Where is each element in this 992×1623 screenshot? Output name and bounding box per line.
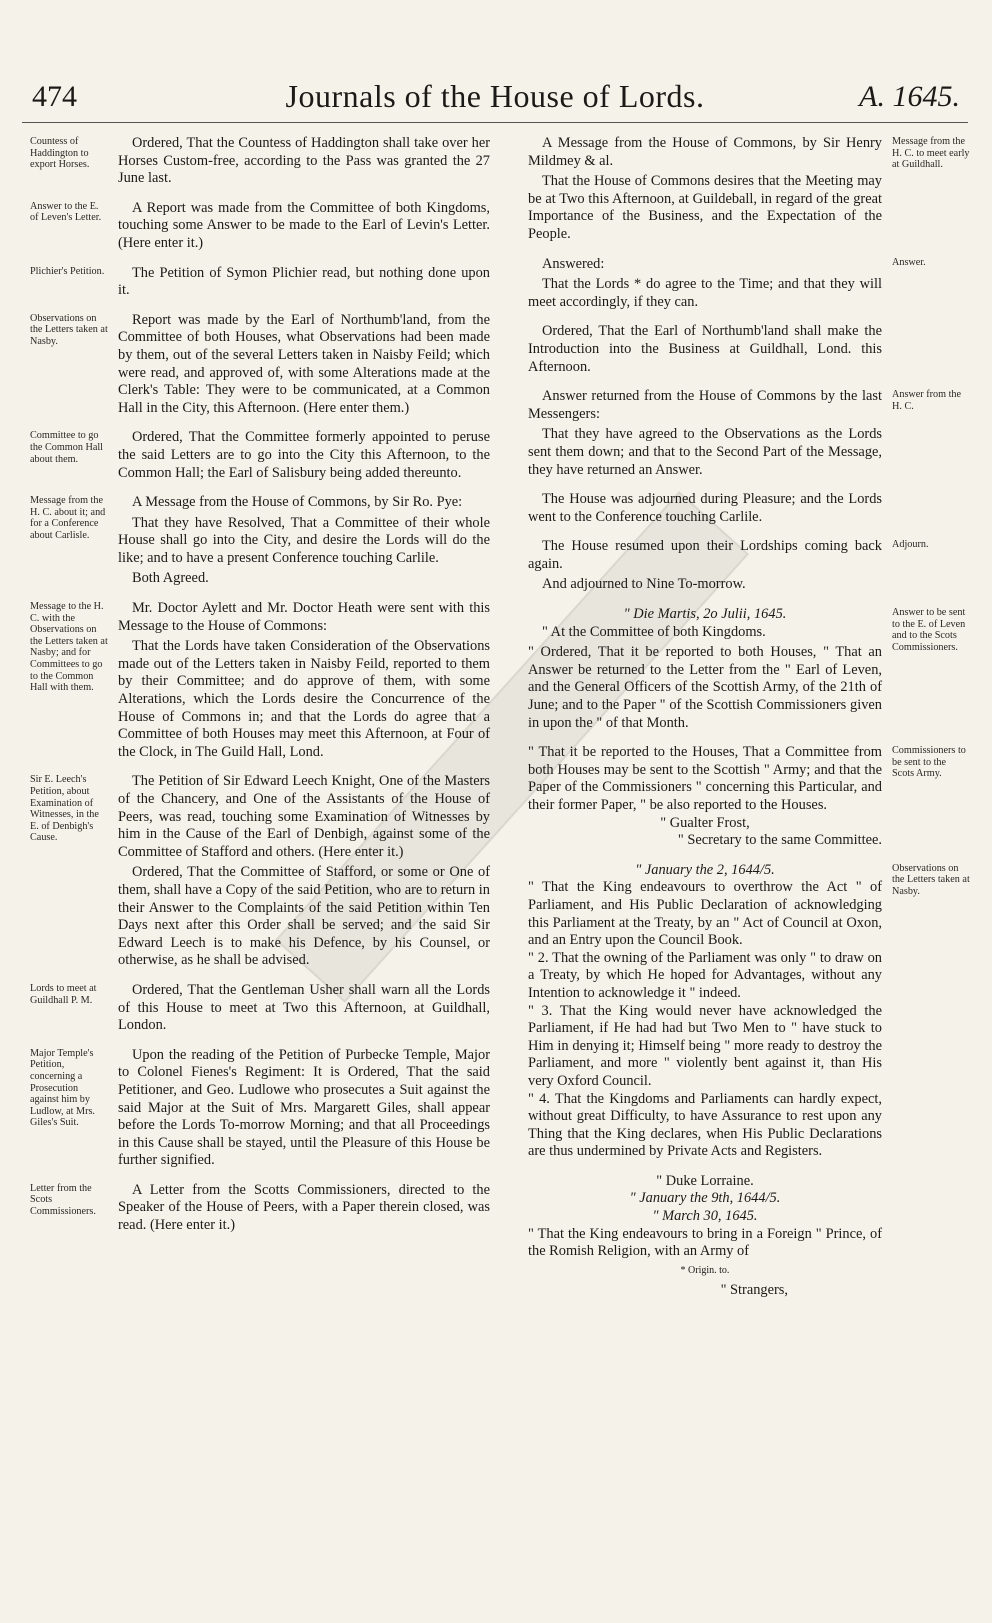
journal-entry (30, 494, 490, 588)
entry-paragraph: The House was adjourned during Pleasure; and the Lords went to the Conference touching Carlile. (528, 491, 882, 525)
duke-date-1: " January the 9th, 1644/5. (629, 1190, 781, 1207)
entry-paragraph: Upon the reading of the Petition of Purbecke Temple, Major to Colonel Fienes's Regiment: It is Ordered, That the said Petitioner, and Geo. Ludlowe who prosecutes a Suit against the said Major at the Suit of Mrs. Margarett Giles, shall appear before the Lords To-morrow Morning; and that all Proceedings in this Cause shall be stayed, until the Pleasure of this House be further signified. (118, 1046, 490, 1169)
observation-item: " 4. That the Kingdoms and Parliaments can hardly expect, without great Difficulty, to have Assurance to rest upon any Thing that the King declares, when His Public Declarations are thus undermined by Private Acts and Registers. (528, 1090, 882, 1160)
entry-paragraph: That the Lords * do agree to the Time; and that they will meet accordingly, if they can. (528, 276, 882, 310)
entry-paragraph: Answer returned from the House of Commons by the last Messengers: (528, 388, 882, 422)
entry-paragraph: The House resumed upon their Lordships coming back again. (528, 538, 882, 572)
left-column (30, 135, 490, 1247)
observations-list (528, 879, 882, 1161)
journal-entry (30, 312, 490, 418)
margin-note: Plichier's Petition. (30, 265, 105, 277)
page-header (20, 78, 970, 122)
committee-minute-2 (528, 744, 970, 850)
entry-paragraph: That the Lords have taken Consideration of the Observations made out of the Letters taken in Naisby Feild, reported to them by their Committee; and do approve of them, with some Alterations, which the Lords desire the Concurrence of the House of Commons in; and that the Lords do agree that a Committee of both Houses may meet this Afternoon, at Four of the Clock, in The Guild Hall, Lond. (118, 638, 490, 760)
margin-note: Sir E. Leech's Petition, about Examination of Witnesses, in the E. of Denbigh's Cause. (30, 774, 99, 844)
journal-entry (30, 429, 490, 482)
journal-entry (528, 538, 970, 594)
margin-note: Committee to go the Common Hall about them. (30, 430, 104, 465)
entry-paragraph: Report was made by the Earl of Northumb'land, from the Committee of both Houses, what Observations had been made by them, out of the several Letters taken in Naisby Feild; which were read, and approved of, with some Alterations made at the Clerk's Table: They were to be communicated, at a Common Hall in the City, this Afternoon. (Here enter them.) (118, 311, 490, 416)
journal-entry (30, 600, 490, 761)
entry-paragraph: Ordered, That the Gentleman Usher shall warn all the Lords of this House to meet at Two this Afternoon, at Guildhall, London. (118, 981, 490, 1034)
journal-entry (30, 200, 490, 253)
margin-note: Answer. (892, 256, 926, 268)
journal-entry (528, 388, 970, 479)
journal-entry (528, 323, 970, 376)
entry-paragraph: The Petition of Sir Edward Leech Knight, One of the Masters of the Chancery, and One of the Assistants of the House of Peers, was read, touching some Examination of Witnesses by him in the Cause of the Earl of Denbigh, against some of the Committee of Stafford and others. (Here enter it.) (118, 773, 490, 860)
entry-paragraph: Mr. Doctor Aylett and Mr. Doctor Heath were sent with this Message to the House of Commons: (118, 600, 490, 634)
margin-note: Commissioners to be sent to the Scots Army. (892, 745, 966, 780)
right-column (528, 135, 970, 1311)
journal-entry (30, 1047, 490, 1170)
entry-paragraph: Ordered, That the Earl of Northumb'land shall make the Introduction into the Business at Guildhall, Lond. this Afternoon. (528, 323, 882, 375)
catchword: " Strangers, (720, 1281, 788, 1298)
margin-note: Letter from the Scots Commissioners. (30, 1182, 96, 1218)
signer-title: " Secretary to the same Committee. (677, 832, 882, 849)
journal-entry (528, 256, 970, 312)
observations-section (528, 862, 970, 1161)
margin-note: Message to the H. C. with the Observations on the Letters taken at Nasby; and for Committees to go to the Common Hall with them. (30, 601, 108, 694)
entry-paragraph: And adjourned to Nine To-morrow. (542, 576, 746, 593)
journal-entry (30, 1182, 490, 1235)
duke-observation: " That the King endeavours to bring in a Foreign " Prince, of the Romish Religion, with an Army of (528, 1225, 882, 1260)
entry-paragraph: The Petition of Symon Plichier read, but nothing done upon it. (118, 264, 490, 299)
entry-paragraph: A Letter from the Scotts Commissioners, directed to the Speaker of the House of Peers, with a Paper therein closed, was read. (Here enter it.) (118, 1181, 490, 1234)
observation-item: " 3. That the King would never have acknowledged the Parliament, if He had had but Two Men to " have stuck to Him in denying it; Himself being " more ready to destroy the Parliament, and more " violently bent against it, than His very Oxford Council. (528, 1002, 882, 1089)
entry-paragraph: Ordered, That the Countess of Haddington shall take over her Horses Custom-free, according to the Pass was granted the 27 June last. (118, 135, 490, 187)
signer-name: " Gualter Frost, (660, 814, 750, 831)
entry-paragraph: A Message from the House of Commons, by Sir Henry Mildmey & al. (528, 135, 882, 169)
duke-lorraine-section (528, 1173, 970, 1299)
observations-date: " January the 2, 1644/5. (635, 861, 775, 878)
observation-item: " That the King endeavours to overthrow the Act " of Parliament, and His Public Declaration of acknowledging this Parliament at the Treaty, by an " Act of Council at Oxon, and an Entry upon the Council Book. (528, 879, 882, 949)
entry-paragraph: Ordered, That the Committee formerly appointed to peruse the said Letters are to go into the City this Afternoon, to the Common Hall; the Earl of Salisbury being added thereunto. (118, 429, 490, 481)
margin-note: Countess of Haddington to export Horses. (30, 136, 90, 171)
right-column-entries (528, 135, 970, 594)
observation-item: " 2. That the owning of the Parliament was only " to draw on a Treaty, by which He hoped for Advantages, without any Intention to acknowledge it " indeed. (528, 949, 882, 1001)
journal-entry (30, 135, 490, 188)
margin-note: Message from the H. C. to meet early at Guildhall. (892, 136, 970, 171)
margin-note: Major Temple's Petition, concerning a Prosecution against him by Ludlow, at Mrs. Giles's Suit. (30, 1047, 95, 1129)
committee-date: " Die Martis, 2o Julii, 1645. (623, 606, 787, 623)
journal-entry (30, 265, 490, 300)
committee-minute (528, 606, 970, 732)
entry-paragraph: That the House of Commons desires that the Meeting may be at Two this Afternoon, at Guildeball, in regard of the great Importance of the Business, and the Expectation of the People. (528, 173, 882, 242)
running-title: Journals of the House of Lords. (285, 78, 705, 114)
margin-note: Observations on the Letters taken at Nasby. (30, 312, 108, 347)
journal-entry (528, 135, 970, 244)
entry-paragraph: Ordered, That the Committee of Stafford, or some or One of them, shall have a Copy of the said Petition, who are to return in their Answer to the Complaints of the said Petition within Ten Days next after this Order shall be served; and the said Sir Edward Leech is to make his Defence, by his Counsel, or otherwise, as he shall be advised. (118, 864, 490, 969)
entry-paragraph: Answered: (542, 255, 605, 272)
margin-note: Answer to the E. of Leven's Letter. (30, 200, 102, 224)
header-rule (22, 122, 968, 123)
duke-date-2: " March 30, 1645. (652, 1208, 758, 1225)
journal-entry (528, 491, 970, 526)
committee-order: " Ordered, That it be reported to both Houses, " That an Answer be returned to the Letter from the " Earl of Leven, and the General Officers of the Scottish Army, of the 21th of June; and to the Paper " of the Scottish Commissioners given in upon the " of that Month. (528, 644, 882, 731)
entry-paragraph: A Message from the House of Commons, by Sir Ro. Pye: (132, 494, 463, 511)
margin-note: Observations on the Letters taken at Nasby. (892, 862, 970, 897)
margin-note: Adjourn. (892, 539, 929, 551)
entry-paragraph: A Report was made from the Committee of both Kingdoms, touching some Answer to be made to the Earl of Levin's Letter. (Here enter it.) (118, 199, 490, 251)
margin-note: Message from the H. C. about it; and for a Conference about Carlisle. (30, 495, 106, 541)
entry-paragraph: That they have Resolved, That a Committee of their whole House shall go into the City, and desire the Lords will do the like; and to have a present Conference touching Carlile. (118, 514, 490, 566)
margin-note: Answer to be sent to the E. of Leven and to the Scots Commissioners. (892, 607, 966, 653)
page-number: 474 (32, 80, 77, 113)
journal-entry (30, 773, 490, 970)
entry-paragraph: That they have agreed to the Observations as the Lords sent them down; and that to the Second Part of the Message, they have returned an Answer. (528, 426, 882, 478)
page-year: A. 1645. (859, 80, 960, 113)
committee-place: " At the Committee of both Kingdoms. (542, 623, 766, 640)
committee-report: " That it be reported to the Houses, That a Committee from both Houses may be sent to the Scottish " Army; and that the Paper of the Commissioners " concerning this Particular, and their former Paper, " be also reported to the Houses. (528, 744, 882, 813)
margin-note: Answer from the H. C. (892, 389, 962, 412)
entry-tail: Both Agreed. (132, 570, 209, 587)
duke-heading: " Duke Lorraine. (656, 1172, 754, 1189)
margin-note: Lords to meet at Guildhall P. M. (30, 982, 97, 1006)
footnote: * Origin. to. (680, 1264, 730, 1276)
journal-entry (30, 982, 490, 1035)
